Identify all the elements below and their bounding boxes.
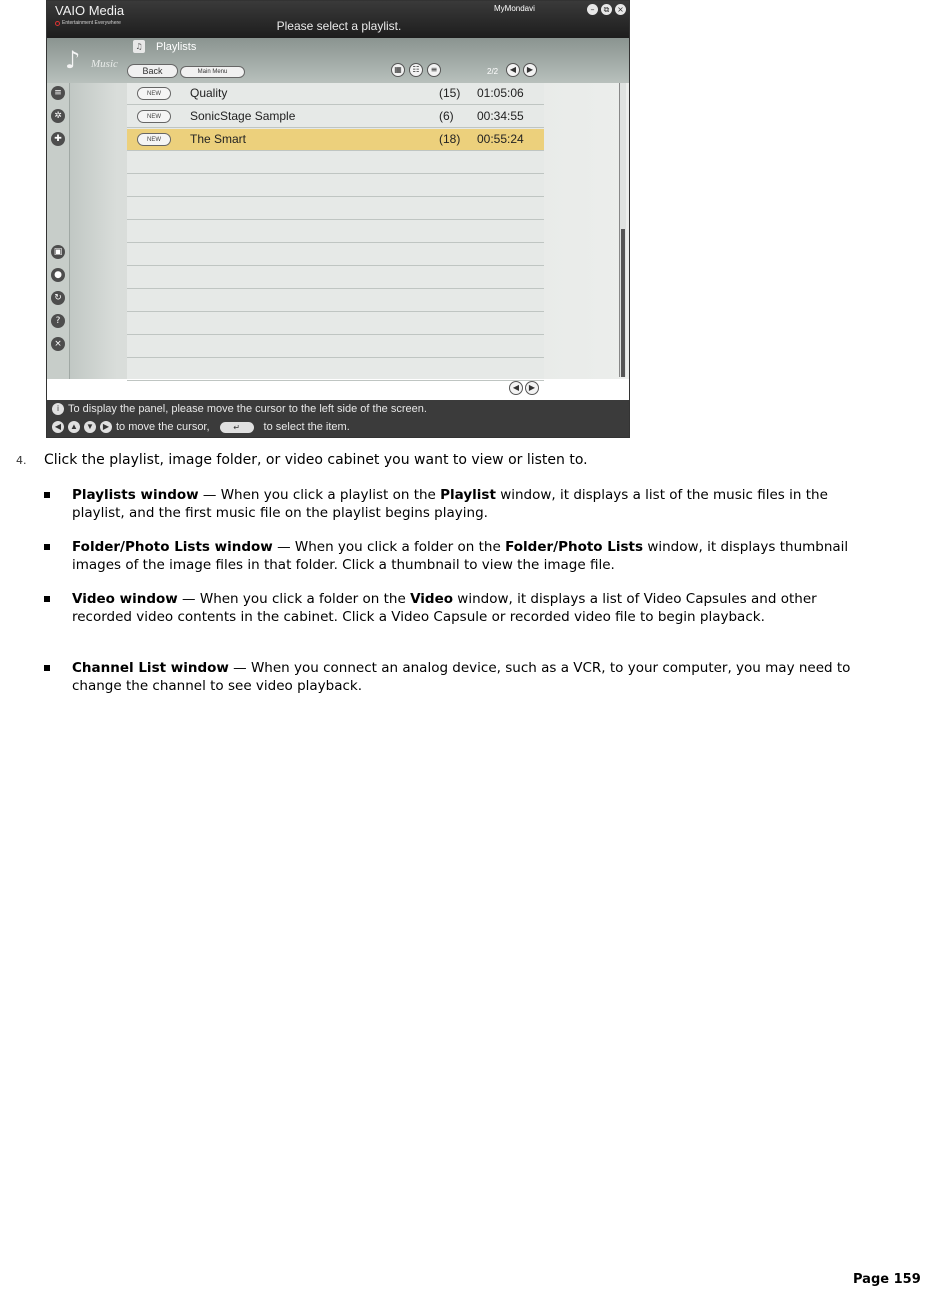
playlist-icon: ♫ xyxy=(133,40,145,53)
app-tagline: Entertainment Everywhere xyxy=(55,20,121,26)
new-badge: NEW xyxy=(137,87,171,100)
duration: 00:55:24 xyxy=(477,132,524,146)
empty-row xyxy=(127,198,544,220)
item-folder-photo-window: Folder/Photo Lists window — When you click a folder on the Folder/Photo Lists window, it displays thumbnail images of the image files in that folder. Click a thumbnail to view the image file. xyxy=(72,539,849,573)
bottom-pager xyxy=(509,381,539,395)
prompt-text: Please select a playlist. xyxy=(276,19,402,33)
main-menu-button[interactable]: Main Menu xyxy=(180,66,245,78)
scrollbar[interactable] xyxy=(619,83,626,377)
empty-row xyxy=(127,221,544,243)
section-label: Music xyxy=(91,58,118,70)
empty-row xyxy=(127,152,544,174)
step-text: Click the playlist, image folder, or video cabinet you want to view or listen to. xyxy=(44,452,588,468)
vaio-media-screenshot xyxy=(46,0,630,438)
item-video-window: Video window — When you click a folder on the Video window, it displays a list of Video Capsules and other recorded video contents in the cabinet. Click a Video Capsule or recorded video file to begin playback. xyxy=(72,591,817,625)
status-bar xyxy=(47,400,630,438)
bullet-icon xyxy=(44,492,50,498)
close-icon[interactable]: × xyxy=(615,4,626,15)
arrow-left-icon: ◀ xyxy=(52,421,64,433)
empty-row xyxy=(127,267,544,289)
detail-view-icon[interactable]: ☷ xyxy=(409,63,423,77)
new-badge: NEW xyxy=(137,110,171,123)
left-panel xyxy=(47,83,70,379)
status-line-1: i To display the panel, please move the cursor to the left side of the screen. xyxy=(52,403,427,415)
exit-icon[interactable]: × xyxy=(51,337,65,351)
list-title: Playlists xyxy=(156,41,197,53)
bullet-icon xyxy=(44,596,50,602)
track-count: (15) xyxy=(439,86,461,100)
empty-row xyxy=(127,336,544,358)
prev-page-icon[interactable]: ◀ xyxy=(506,63,520,77)
next-page-icon[interactable]: ▶ xyxy=(523,63,537,77)
grid-view-icon[interactable]: ▦ xyxy=(391,63,405,77)
help-icon[interactable]: ? xyxy=(51,314,65,328)
item-playlists-window: Playlists window — When you click a playlist on the Playlist window, it displays a list of the music files in the playlist, and the first music file on the playlist begins playing. xyxy=(72,487,828,521)
playlist-name: The Smart xyxy=(190,132,247,146)
arrow-up-icon: ▲ xyxy=(68,421,80,433)
delete-icon[interactable]: ▣ xyxy=(51,245,65,259)
track-count: (18) xyxy=(439,132,461,146)
pager-buttons xyxy=(506,63,537,77)
back-button[interactable]: Back xyxy=(127,64,178,78)
content-area xyxy=(47,83,630,379)
arrow-down-icon: ▼ xyxy=(84,421,96,433)
menu-icon[interactable]: ≡ xyxy=(51,86,65,100)
music-note-icon: ♪ xyxy=(65,46,81,74)
list-view-icon[interactable]: ≡ xyxy=(427,63,441,77)
playlist-list xyxy=(127,83,544,379)
list-item[interactable] xyxy=(127,83,544,105)
scroll-right-icon[interactable]: ▶ xyxy=(525,381,539,395)
bullet-icon xyxy=(44,665,50,671)
empty-row xyxy=(127,290,544,312)
status-line-2: ◀ ▲ ▼ ▶ to move the cursor, ↵ to select the item. xyxy=(52,421,350,433)
view-buttons xyxy=(391,63,441,77)
playlist-name: SonicStage Sample xyxy=(190,109,296,123)
duration: 00:34:55 xyxy=(477,109,524,123)
track-count: (6) xyxy=(439,109,454,123)
empty-row xyxy=(127,359,544,381)
empty-row xyxy=(127,175,544,197)
record-icon[interactable]: ● xyxy=(51,268,65,282)
new-badge: NEW xyxy=(137,133,171,146)
empty-row xyxy=(127,313,544,335)
info-icon: i xyxy=(52,403,64,415)
scrollbar-thumb[interactable] xyxy=(621,229,625,377)
nav-bar xyxy=(47,38,630,83)
playlist-name: Quality xyxy=(190,86,228,100)
bullet-icon xyxy=(44,544,50,550)
item-channel-list-window: Channel List window — When you connect an analog device, such as a VCR, to your computer, you may need to change the channel to see video playback. xyxy=(72,660,851,694)
settings-icon[interactable]: ✲ xyxy=(51,109,65,123)
share-icon[interactable]: ✚ xyxy=(51,132,65,146)
minimize-icon[interactable]: – xyxy=(587,4,598,15)
window-controls xyxy=(587,4,626,15)
restore-icon[interactable]: ⧉ xyxy=(601,4,612,15)
refresh-icon[interactable]: ↻ xyxy=(51,291,65,305)
scroll-left-icon[interactable]: ◀ xyxy=(509,381,523,395)
duration: 01:05:06 xyxy=(477,86,524,100)
app-brand: VAIO Media xyxy=(55,3,125,18)
step-number: 4. xyxy=(16,454,27,467)
title-bar xyxy=(47,1,630,38)
enter-key-icon: ↵ xyxy=(220,422,254,433)
empty-row xyxy=(127,244,544,266)
page-number: Page 159 xyxy=(853,1272,921,1287)
user-name: MyMondavi xyxy=(494,4,535,13)
arrow-right-icon: ▶ xyxy=(100,421,112,433)
list-item-selected[interactable] xyxy=(127,129,544,151)
page-indicator: 2/2 xyxy=(487,67,499,76)
list-item[interactable] xyxy=(127,106,544,128)
